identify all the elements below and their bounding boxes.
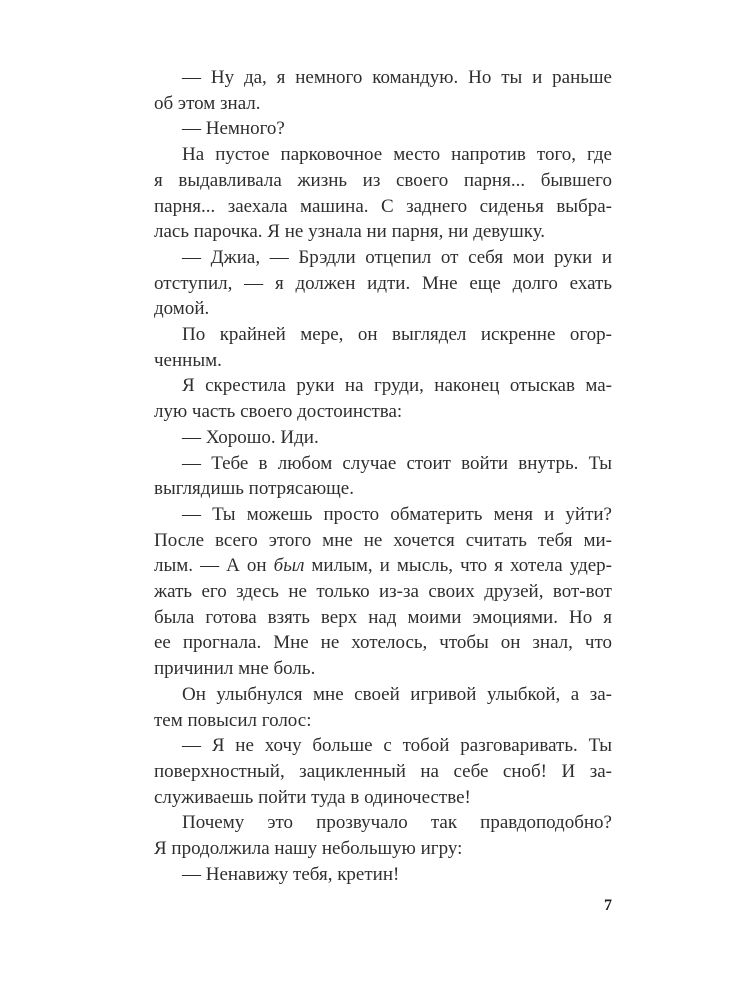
text-segment: Я продолжила нашу небольшую игру: [154, 838, 463, 860]
text-segment: — Я не хочу больше с тобой разговаривать. Ты [182, 735, 612, 757]
text-line [154, 682, 612, 708]
text-line [154, 168, 612, 194]
text-line [154, 271, 612, 297]
text-line [154, 630, 612, 656]
text-line [154, 862, 612, 888]
text-line [154, 116, 612, 142]
page-number: 7 [604, 897, 612, 914]
text-line [154, 759, 612, 785]
text-segment: лась парочка. Я не узнала ни парня, ни девушку. [154, 221, 546, 243]
text-line [154, 528, 612, 554]
text-segment: — Хорошо. Иди. [182, 426, 319, 448]
text-segment: тем повысил голос: [154, 709, 312, 731]
text-line [154, 708, 612, 734]
text-line [154, 605, 612, 631]
text-segment: На пустое парковочное место напротив того, где [182, 144, 612, 166]
text-segment: — Немного? [182, 118, 285, 140]
text-segment: — Тебе в любом случае стоит войти внутрь. Ты [182, 452, 612, 474]
text-segment-italic: был [273, 555, 305, 577]
text-segment: Он улыбнулся мне своей игривой улыбкой, а за- [182, 683, 612, 705]
text-line [154, 733, 612, 759]
text-segment: парня... заехала машина. С заднего сиденья выбра- [154, 195, 612, 217]
text-line [154, 502, 612, 528]
text-segment: милым, и мысль, что я хотела удер- [304, 555, 612, 577]
text-segment: выглядишь потрясающе. [154, 478, 354, 500]
text-segment: поверхностный, зацикленный на себе сноб! И за- [154, 760, 612, 782]
text-line [154, 553, 612, 579]
text-line [154, 91, 612, 117]
text-line [154, 810, 612, 836]
text-segment: — Ну да, я немного командую. Но ты и раньше [182, 67, 612, 88]
text-line [154, 451, 612, 477]
text-line [154, 296, 612, 322]
text-line [154, 245, 612, 271]
text-segment: была готова взять верх над моими эмоциями. Но я [154, 606, 612, 628]
text-line [154, 785, 612, 811]
page-text-block [154, 65, 612, 888]
text-line [154, 322, 612, 348]
text-segment: лым. — А он [154, 555, 274, 577]
text-segment: жать его здесь не только из-за своих друзей, вот-вот [154, 581, 612, 603]
text-line [154, 142, 612, 168]
text-segment: причинил мне боль. [154, 658, 316, 680]
text-line [154, 219, 612, 245]
text-segment: служиваешь пойти туда в одиночестве! [154, 786, 471, 808]
text-segment: я выдавливала жизнь из своего парня... бывшего [154, 169, 612, 191]
text-line [154, 194, 612, 220]
text-line [154, 425, 612, 451]
text-line [154, 656, 612, 682]
text-segment: об этом знал. [154, 92, 261, 114]
text-segment: ее прогнала. Мне не хотелось, чтобы он знал, что [154, 632, 612, 654]
text-segment: домой. [154, 298, 210, 320]
text-segment: Я скрестила руки на груди, наконец отыскав ма- [182, 375, 612, 397]
text-line [154, 65, 612, 91]
text-segment: лую часть своего достоинства: [154, 401, 403, 423]
text-segment: отступил, — я должен идти. Мне еще долго ехать [154, 272, 612, 294]
text-line [154, 579, 612, 605]
text-line [154, 348, 612, 374]
text-segment: — Джиа, — Брэдли отцепил от себя мои руки и [182, 246, 612, 268]
text-segment: После всего этого мне не хочется считать тебя ми- [154, 529, 612, 551]
text-segment: — Ненавижу тебя, кретин! [182, 863, 400, 885]
text-line [154, 476, 612, 502]
text-segment: — Ты можешь просто обматерить меня и уйти? [182, 503, 612, 525]
text-segment: Почему это прозвучало так правдоподобно? [182, 812, 612, 834]
text-line [154, 836, 612, 862]
text-line [154, 399, 612, 425]
text-line [154, 373, 612, 399]
text-segment: ченным. [154, 349, 222, 371]
text-segment: По крайней мере, он выглядел искренне огор- [182, 324, 612, 346]
